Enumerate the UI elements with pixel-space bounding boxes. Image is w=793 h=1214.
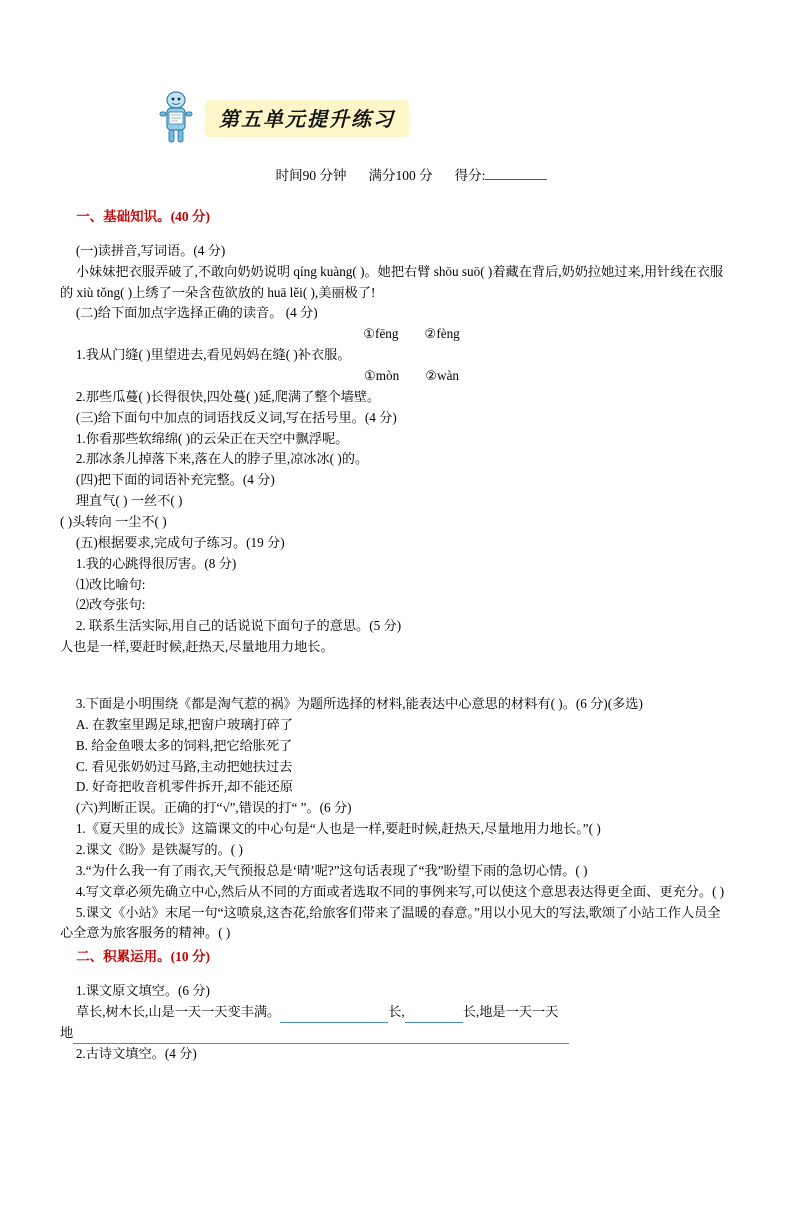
fill-blank-5[interactable] — [299, 1043, 419, 1044]
q6-item-1: 1.《夏天里的成长》这篇课文的中心句是“人也是一样,要赶时候,赶热天,尽量地用力地长。”( ) — [75, 821, 601, 837]
q5-item-1b: ⑵改夸张句: — [75, 597, 146, 613]
fill-blank-6[interactable] — [419, 1043, 569, 1044]
fill-blank-4[interactable] — [191, 1043, 299, 1044]
q5-option-b[interactable]: B. 给金鱼喂太多的饲料,把它给胀死了 — [75, 737, 293, 753]
s2-q1-label: 1.课文原文填空。(6 分) — [75, 983, 210, 999]
full-score: 满分100 分 — [368, 168, 433, 183]
exam-meta — [0, 164, 793, 184]
q2-item-1: 1.我从门缝( )里望进去,看见妈妈在缝( )补衣服。 — [75, 347, 351, 363]
worksheet-content — [60, 198, 733, 1065]
s2-q1-line-2-text: 地 — [60, 1024, 74, 1040]
title-row — [0, 92, 793, 150]
q1-label: (一)读拼音,写词语。(4 分) — [75, 242, 226, 258]
s2-q2-label: 2.古诗文填空。(4 分) — [75, 1045, 197, 1061]
q4-line-2: ( )头转向 一尘不( ) — [60, 514, 167, 529]
answer-space-1[interactable] — [60, 658, 733, 694]
q6-item-4: 4.写文章必须先确立中心,然后从不同的方面或者选取不同的事例来写,可以使这个意思表达得更全面、更充分。( ) — [75, 883, 725, 899]
q2-choice-1b: ②fèng — [424, 326, 460, 342]
q5-item-2-text: 人也是一样,要赶时候,赶热天,尽量地用力地长。 — [60, 639, 334, 655]
s2-q1-line-2 — [60, 1023, 733, 1044]
q2-choices-2 — [60, 366, 733, 387]
q2-choices-1 — [60, 324, 733, 345]
score-label: 得分: — [454, 168, 486, 183]
s2-q1-line-1 — [60, 1002, 733, 1023]
q6-item-5: 5.课文《小站》末尾一句“这喷泉,这杏花,给旅客们带来了温暖的春意。”用以小见大的写法,歌颂了小站工作人员全心全意为旅客服务的精神。( ) — [60, 904, 721, 941]
q6-item-2: 2.课文《盼》是铁凝写的。( ) — [75, 842, 243, 858]
q5-item-1a: ⑴改比喻句: — [75, 576, 146, 592]
section-1-heading: 一、基础知识。(40 分) — [76, 209, 211, 224]
q5-option-d[interactable]: D. 好奇把收音机零件拆开,却不能还原 — [75, 779, 294, 795]
q5-item-3: 3.下面是小明围绕《都是淘气惹的祸》为题所选择的材料,能表达中心意思的材料有( )。(6 分)(多选) — [75, 696, 643, 712]
q5-item-2: 2. 联系生活实际,用自己的话说说下面句子的意思。(5 分) — [75, 618, 402, 634]
q4-line-1: 理直气( ) 一丝不( ) — [75, 493, 183, 509]
q2-item-2: 2.那些瓜蔓( )长得很快,四处蔓( )延,爬满了整个墙壁。 — [75, 388, 381, 404]
q6-label: (六)判断正误。正确的打“√”,错误的打“ ”。(6 分) — [75, 800, 352, 816]
q5-label: (五)根据要求,完成句子练习。(19 分) — [75, 534, 285, 550]
q5-item-1: 1.我的心跳得很厉害。(8 分) — [75, 555, 237, 571]
q2-choice-1a: ①fēng — [363, 326, 399, 342]
page-title: 第五单元提升练习 — [219, 109, 395, 131]
s2-q1-line-1b: 长, — [388, 1004, 405, 1020]
page-title-banner — [205, 100, 409, 137]
q4-label: (四)把下面的词语补充完整。(4 分) — [75, 472, 275, 488]
q5-option-c[interactable]: C. 看见张奶奶过马路,主动把她扶过去 — [75, 758, 293, 774]
score-blank[interactable] — [485, 179, 547, 180]
worksheet-page — [0, 92, 793, 1214]
q3-label: (三)给下面句中加点的词语找反义词,写在括号里。(4 分) — [75, 409, 397, 425]
q5-option-a[interactable]: A. 在教室里踢足球,把窗户玻璃打碎了 — [75, 716, 294, 732]
s2-q1-line-1c: 长,地是一天一天 — [462, 1004, 559, 1020]
q2-choice-2b: ②wàn — [425, 367, 460, 383]
mascot-icon — [155, 90, 197, 148]
q3-item-2: 2.那冰条儿掉落下来,落在人的脖子里,凉冰冰( )的。 — [75, 451, 369, 467]
q2-choice-2a: ①mòn — [363, 367, 400, 383]
q1-text: 小妹妹把衣服弄破了,不敢向奶奶说明 qíng kuàng( )。她把右臂 shōu suō( )着藏在背后,奶奶拉她过来,用针线在衣服的 xiù tǒng( )上绣了一朵含苞欲放的 huā lěi( ),美丽极了! — [60, 263, 724, 300]
s2-q1-line-1-text: 草长,树木长,山是一天一天变丰满。 — [75, 1004, 281, 1020]
section-2-heading: 二、积累运用。(10 分) — [76, 949, 211, 965]
q2-label: (二)给下面加点字选择正确的读音。 (4 分) — [75, 305, 318, 321]
time-limit: 时间90 分钟 — [275, 168, 347, 183]
q3-item-1: 1.你看那些软绵绵( )的云朵正在天空中飘浮呢。 — [75, 430, 349, 446]
q6-item-3: 3.“为什么我一有了雨衣,天气预报总是‘晴’呢?”这句话表现了“我”盼望下雨的急切心情。( ) — [75, 862, 588, 878]
